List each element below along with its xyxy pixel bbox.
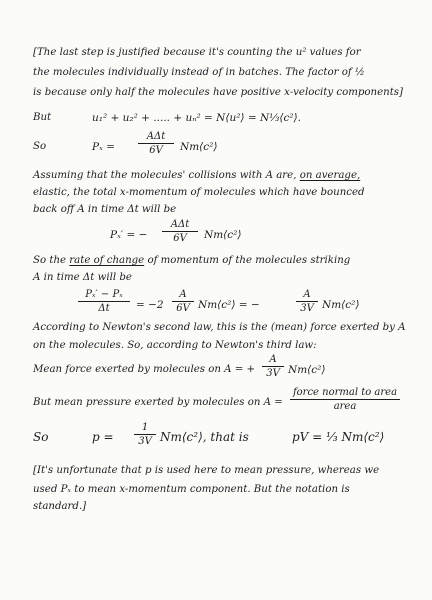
final-equation: pV = ⅓ Nm⟨c²⟩ bbox=[292, 430, 385, 444]
denominator: area bbox=[333, 401, 357, 412]
fraction bbox=[138, 131, 174, 156]
text-line: elastic, the total x-momentum of molecules which have bounced bbox=[33, 187, 365, 198]
fraction bbox=[296, 289, 318, 314]
equation-rhs: Nm⟨c²⟩ bbox=[288, 364, 326, 376]
text-line: is because only half the molecules have positive x-velocity components] bbox=[33, 87, 403, 98]
numerator: 1 bbox=[134, 422, 156, 435]
equation-part: = −2 bbox=[136, 299, 164, 311]
equation-mid: Nm⟨c²⟩, that is bbox=[160, 430, 249, 444]
equation-lhs: Pₓ = bbox=[92, 141, 115, 153]
but-label: But bbox=[33, 112, 52, 123]
text-segment: of momentum of the molecules striking bbox=[147, 255, 351, 266]
denominator: 6V bbox=[176, 303, 190, 314]
text-line: used Pₓ to mean x-momentum component. But the notation is bbox=[33, 484, 350, 495]
fraction bbox=[162, 219, 198, 244]
numerator: A bbox=[296, 289, 318, 302]
so-label: So bbox=[33, 430, 49, 444]
denominator: 6V bbox=[149, 145, 163, 156]
equation-rhs: Nm⟨c²⟩ bbox=[204, 229, 242, 241]
numerator: AΔt bbox=[162, 219, 198, 232]
underlined-text: on average, bbox=[299, 170, 361, 181]
numerator: A bbox=[172, 289, 194, 302]
equation-part: Nm⟨c²⟩ = − bbox=[198, 299, 260, 311]
denominator: Δt bbox=[98, 303, 110, 314]
text-line: A in time Δt will be bbox=[33, 272, 132, 283]
equation-lhs: Pₓ′ = − bbox=[110, 229, 148, 241]
so-label: So bbox=[33, 141, 47, 152]
fraction bbox=[78, 289, 130, 314]
text-line: [It's unfortunate that p is used here to mean pressure, whereas we bbox=[33, 465, 380, 476]
text-line: [The last step is justified because it's counting the u² values for bbox=[33, 47, 361, 58]
denominator: 6V bbox=[173, 233, 187, 244]
equation-part: Nm⟨c²⟩ bbox=[322, 299, 360, 311]
text-line: on the molecules. So, according to Newton's third law: bbox=[33, 340, 317, 351]
denominator: 3V bbox=[266, 368, 280, 379]
text-segment: So the bbox=[33, 255, 67, 266]
mean-force-text: Mean force exerted by molecules on A = + bbox=[33, 364, 256, 375]
text-segment: Assuming that the molecules' collisions with A are, bbox=[33, 170, 297, 181]
text-line bbox=[33, 255, 350, 267]
denominator: 3V bbox=[138, 436, 152, 447]
equation-lhs: p = bbox=[92, 430, 114, 444]
text-line: According to Newton's second law, this is the (mean) force exerted by A bbox=[33, 322, 406, 333]
text-line bbox=[33, 170, 360, 182]
numerator: Pₓ′ − Pₓ bbox=[78, 289, 130, 302]
text-line: the molecules individually instead of in batches. The factor of ½ bbox=[33, 67, 365, 78]
fraction bbox=[290, 387, 400, 412]
equation: u₁² + u₂² + ..... + uₙ² = N⟨u²⟩ = N⅓⟨c²⟩. bbox=[92, 112, 301, 124]
fraction bbox=[134, 422, 156, 447]
numerator: force normal to area bbox=[290, 387, 400, 400]
denominator: 3V bbox=[300, 303, 314, 314]
underlined-text: rate of change bbox=[69, 255, 145, 266]
pressure-text: But mean pressure exerted by molecules on A = bbox=[33, 397, 283, 408]
fraction bbox=[172, 289, 194, 314]
equation-rhs: Nm⟨c²⟩ bbox=[180, 141, 218, 153]
text-line: back off A in time Δt will be bbox=[33, 204, 177, 215]
text-line: standard.] bbox=[33, 501, 87, 512]
numerator: AΔt bbox=[138, 131, 174, 144]
fraction bbox=[262, 354, 284, 379]
numerator: A bbox=[262, 354, 284, 367]
